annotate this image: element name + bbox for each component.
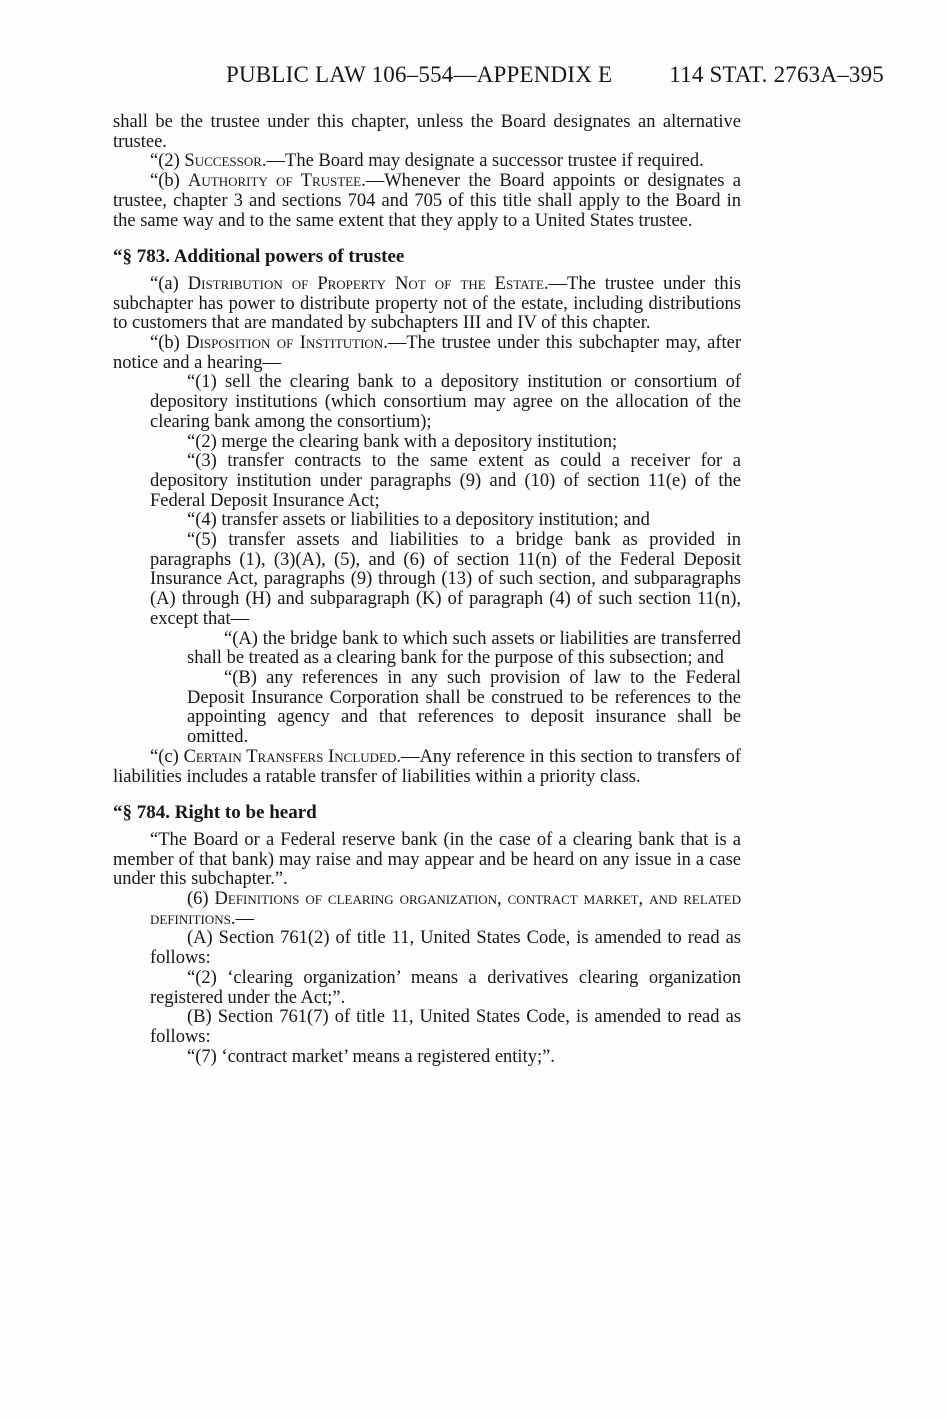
section-783-heading: “§ 783. Additional powers of trustee — [113, 246, 405, 268]
page-body — [113, 113, 741, 1067]
successor-heading: Successor. — [184, 151, 267, 172]
list-item-4: “(4) transfer assets or liabilities to a depository institution; and — [187, 510, 650, 531]
paragraph-contract-market: “(7) ‘contract market’ means a registered entity;”. — [187, 1046, 555, 1067]
list-item-A: “(A) the bridge bank to which such assets or liabilities are transferred shall be treated as a clearing bank for the purpose of this subsection; and — [187, 628, 741, 669]
paragraph-clearing-organization: “(2) ‘clearing organization’ means a derivatives clearing organization registered under the Act;”. — [150, 967, 741, 1008]
header-stat-citation: 114 STAT. 2763A–395 — [669, 62, 884, 87]
paragraph-amendment-B: (B) Section 761(7) of title 11, United States Code, is amended to read as follows: — [150, 1007, 741, 1047]
paragraph-amendment-A: (A) Section 761(2) of title 11, United States Code, is amended to read as follows: — [150, 928, 741, 969]
definitions-heading: Definitions of clearing organization, contract market, and related definitions. — [150, 889, 741, 929]
paragraph-right-to-be-heard: “The Board or a Federal reserve bank (in the case of a clearing bank that is a member of that bank) may raise and may appear and be heard on any issue in a case under this subchapter.”. — [113, 829, 741, 890]
list-item-B: “(B) any references in any such provision of law to the Federal Deposit Insurance Corporation shall be construed to be references to the appointing agency and that references to deposit insurance shall be omitted. — [187, 667, 741, 748]
list-item-5: “(5) transfer assets and liabilities to a bridge bank as provided in paragraphs (1), (3)(A), (5), and (6) of section 11(n) of the Federal Deposit Insurance Act, paragraphs (9) through (13) of such section, and subparagraphs (A) through (H) and subparagraph (K) of paragraph (4) of such section 11(n), except that— — [150, 530, 741, 629]
paragraph-successor: “(2) Successor.—The Board may designate a successor trustee if required. — [150, 151, 704, 172]
list-item-1: “(1) sell the clearing bank to a depository institution or consortium of depository institutions (which consortium may agree on the allocation of the clearing bank among the consortium); — [150, 372, 741, 432]
disposition-heading: Disposition of Institution. — [186, 333, 388, 354]
section-784-heading: “§ 784. Right to be heard — [113, 802, 317, 824]
list-item-2: “(2) merge the clearing bank with a depository institution; — [187, 431, 618, 452]
paragraph-trustee-continuation: shall be the trustee under this chapter, unless the Board designates an alternative trustee. — [113, 112, 741, 152]
paragraph-certain-transfers: “(c) Certain Transfers Included.—Any reference in this section to transfers of liabilities includes a ratable transfer of liabilities within a priority class. — [113, 746, 741, 787]
paragraph-disposition-of-institution: “(b) Disposition of Institution.—The trustee under this subchapter may, after notice and a hearing— — [113, 333, 742, 373]
paragraph-distribution-of-property: “(a) Distribution of Property Not of the Estate.—The trustee under this subchapter has power to distribute property not of the estate, including distributions to customers that are mandated by subchapters III and IV of this chapter. — [113, 273, 741, 334]
paragraph-authority-of-trustee: “(b) Authority of Trustee.—Whenever the Board appoints or designates a trustee, chapter 3 and sections 704 and 705 of this title shall apply to the Board in the same way and to the same extent that they apply to a United States trustee. — [113, 171, 741, 231]
header-law-title: PUBLIC LAW 106–554—APPENDIX E — [226, 62, 613, 87]
list-item-3: “(3) transfer contracts to the same extent as could a receiver for a depository institution under paragraphs (9) and (10) of section 11(e) of the Federal Deposit Insurance Act; — [150, 451, 741, 511]
authority-heading: Authority of Trustee. — [188, 171, 366, 192]
certain-transfers-heading: Certain Transfers Included. — [183, 746, 402, 767]
paragraph-definitions: (6) Definitions of clearing organization, contract market, and related definitions.— — [150, 889, 741, 929]
distribution-heading: Distribution of Property Not of the Estate. — [187, 273, 549, 294]
